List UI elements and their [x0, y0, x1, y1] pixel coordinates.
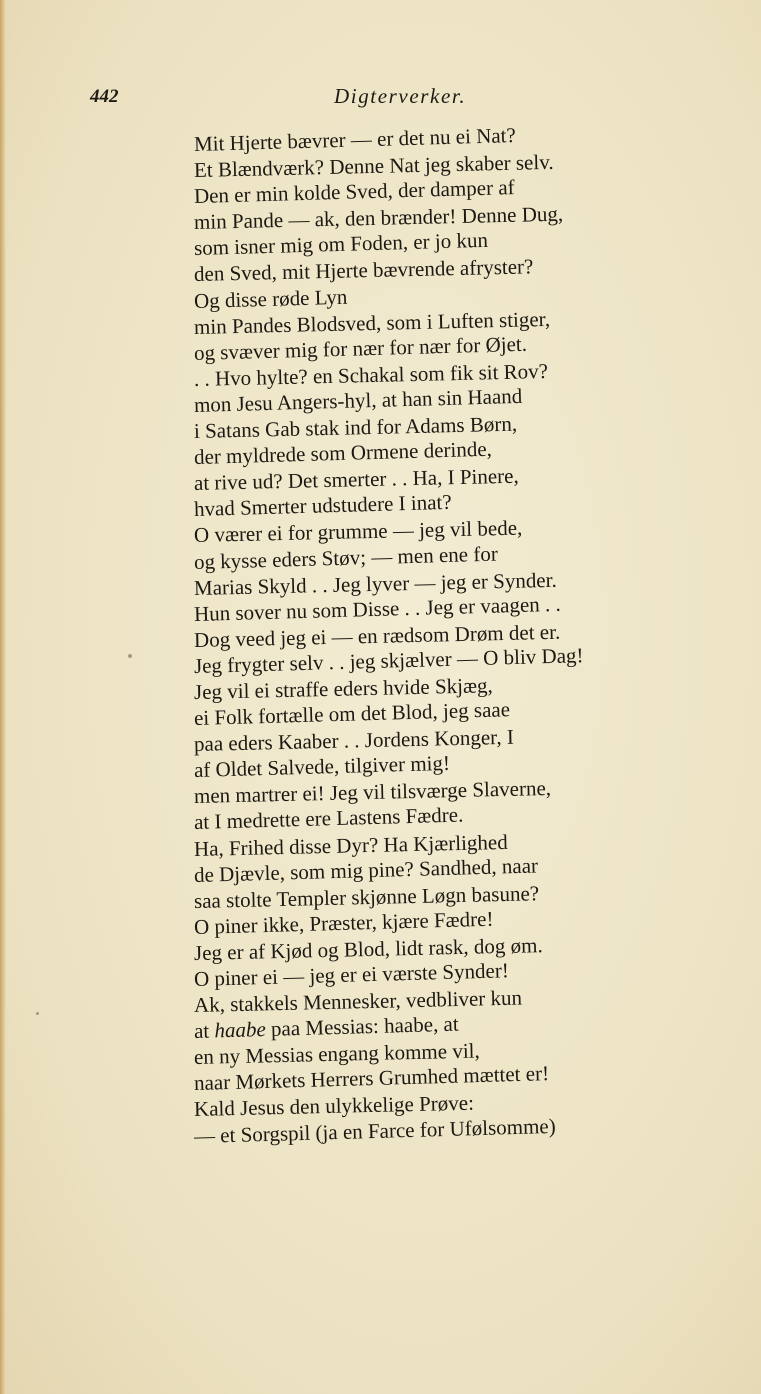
poem-line: Jeg er af Kjød og Blod, lidt rask, dog øm.	[193, 932, 543, 965]
poem-line: en ny Messias engang komme vil,	[193, 1038, 480, 1070]
poem-line: der myldrede som Ormene derinde,	[193, 436, 493, 470]
poem-line: Jeg vil ei straffe eders hvide Skjæg,	[193, 673, 494, 704]
poem-line: saa stolte Templer skjønne Løgn basune?	[193, 880, 540, 913]
poem-line: og kysse eders Støv; — men ene for	[193, 541, 499, 574]
page-edge	[0, 0, 6, 1394]
paper-speck	[128, 654, 132, 658]
poem-line: hvad Smerter udstudere I inat?	[193, 490, 452, 522]
poem-line: som isner mig om Foden, er jo kun	[193, 228, 489, 261]
poem-line: Et Blændværk? Denne Nat jeg skaber selv.	[193, 149, 554, 183]
poem-line: den Sved, mit Hjerte bævrende afryster?	[193, 254, 534, 287]
poem-line: O piner ikke, Præster, kjære Fædre!	[193, 906, 494, 939]
poem-line: i Satans Gab stak ind for Adams Børn,	[193, 411, 518, 444]
poem-line: Jeg frygter selv . . jeg skjælver — O bliv Dag!	[193, 643, 584, 678]
page-number: 442	[90, 86, 119, 107]
poem-line: Hun sover nu som Disse . . Jeg er vaagen . .	[193, 591, 562, 626]
poem-line: naar Mørkets Herrers Grumhed mættet er!	[193, 1061, 550, 1096]
poem-line: O værer ei for grumme — jeg vil bede,	[193, 515, 523, 548]
poem-line: — et Sorgspil (ja en Farce for Ufølsomme)	[193, 1113, 556, 1148]
running-title: Digterverker.	[334, 84, 467, 108]
poem-line: og svæver mig for nær for nær for Øjet.	[193, 331, 528, 365]
poem-line: O piner ei — jeg er ei værste Synder!	[193, 958, 510, 991]
poem-line: mon Jesu Angers-hyl, at han sin Haand	[193, 383, 523, 417]
poem-line: men martrer ei! Jeg vil tilsværge Slaverne,	[193, 776, 552, 809]
poem-line-start: at	[193, 1018, 215, 1044]
poem-line: . . Hvo hylte? en Schakal som fik sit Rov?	[193, 358, 549, 391]
emphasized-word: haabe	[214, 1017, 267, 1043]
poem-text	[193, 123, 694, 1149]
paper-speck	[36, 1012, 39, 1015]
poem-line: af Oldet Salvede, tilgiver mig!	[193, 751, 451, 783]
poem-line: min Pandes Blodsved, som i Luften stiger,	[193, 306, 551, 339]
poem-line: Mit Hjerte bævrer — er det nu ei Nat?	[193, 123, 517, 156]
poem-line: Den er min kolde Sved, der damper af	[193, 175, 515, 209]
poem-line: at I medrette ere Lastens Fædre.	[193, 802, 464, 835]
poem-line: Marias Skyld . . Jeg lyver — jeg er Synder.	[193, 567, 557, 600]
poem-line: Ha, Frihed disse Dyr? Ha Kjærlighed	[193, 829, 508, 861]
poem-line: Og disse røde Lyn	[193, 284, 348, 313]
poem-line-end: paa Messias: haabe, at	[265, 1011, 459, 1042]
poem-line: ei Folk fortælle om det Blod, jeg saae	[193, 697, 511, 731]
poem-line: Ak, stakkels Mennesker, vedbliver kun	[193, 985, 523, 1018]
poem-line: min Pande — ak, den brænder! Denne Dug,	[193, 201, 564, 235]
poem-line: Dog veed jeg ei — en rædsom Drøm det er.	[193, 619, 561, 652]
poem-line: de Djævle, som mig pine? Sandhed, naar	[193, 853, 539, 887]
poem-line: paa eders Kaaber . . Jordens Konger, I	[193, 724, 515, 757]
poem-line: Kald Jesus den ulykkelige Prøve:	[193, 1091, 475, 1122]
poem-line: at rive ud? Det smerter . . Ha, I Pinere,	[193, 463, 519, 496]
